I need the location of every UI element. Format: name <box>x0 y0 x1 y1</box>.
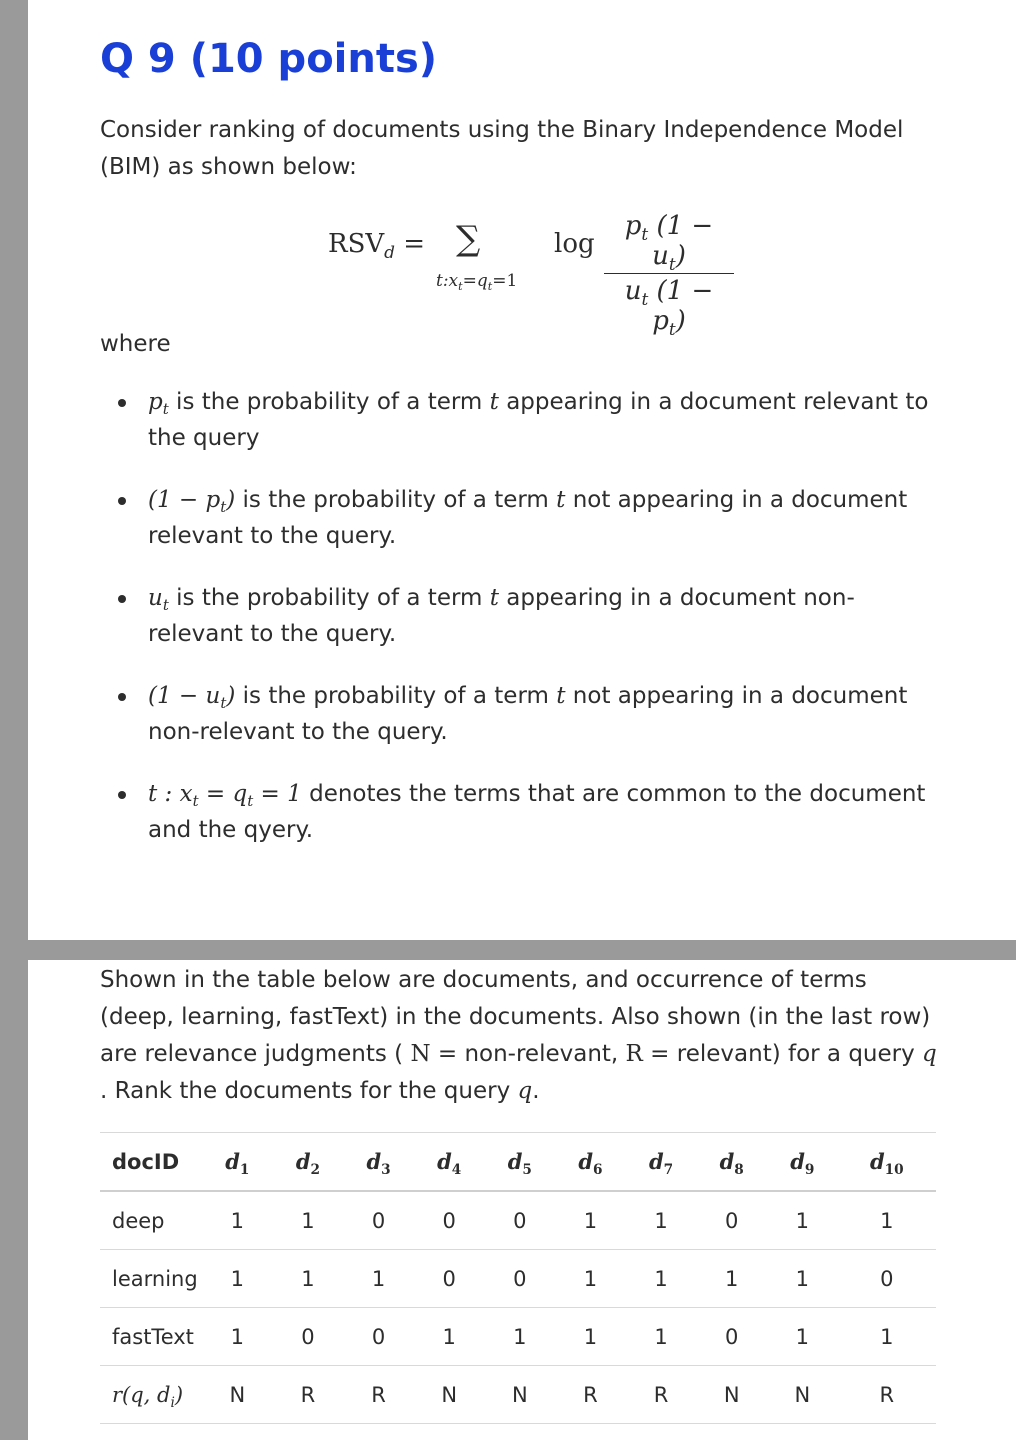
table-cell: R <box>343 1366 414 1424</box>
table-cell: 0 <box>485 1191 556 1250</box>
where-label: where <box>100 331 171 357</box>
table-header-row <box>100 1133 936 1192</box>
table-cell: 1 <box>626 1250 697 1308</box>
formula-lhs: $RSV_d$ = <box>328 229 426 262</box>
column-header: $d_6$ <box>555 1133 626 1192</box>
bullet-icon <box>118 595 126 603</box>
column-header: $d_{10}$ <box>838 1133 936 1192</box>
table-row <box>100 1250 936 1308</box>
table-cell: 1 <box>273 1250 344 1308</box>
list-item: $p_t$ is the probability of a term t appearing in a document relevant to the query <box>100 384 940 456</box>
table-cell: 0 <box>343 1191 414 1250</box>
table-cell: 0 <box>838 1250 936 1308</box>
table-cell: 1 <box>202 1308 273 1366</box>
table-cell: 1 <box>555 1191 626 1250</box>
table-cell: 1 <box>343 1250 414 1308</box>
table-row <box>100 1366 936 1424</box>
table-cell: 1 <box>626 1191 697 1250</box>
table-cell: 0 <box>696 1191 767 1250</box>
table-cell: N <box>414 1366 485 1424</box>
rsv-formula <box>328 205 748 339</box>
table-cell: 1 <box>626 1308 697 1366</box>
table-cell: 1 <box>767 1250 838 1308</box>
log-operator: log <box>554 229 595 259</box>
column-header: $d_9$ <box>767 1133 838 1192</box>
bullet-icon <box>118 497 126 505</box>
column-header: $d_5$ <box>485 1133 556 1192</box>
table-cell: N <box>696 1366 767 1424</box>
table-cell: 0 <box>696 1308 767 1366</box>
table-cell: R <box>838 1366 936 1424</box>
fraction <box>604 211 734 339</box>
column-header: $d_7$ <box>626 1133 697 1192</box>
table-cell: 1 <box>767 1191 838 1250</box>
table-cell: 1 <box>485 1308 556 1366</box>
table-intro-paragraph: Shown in the table below are documents, and occurrence of terms (deep, learning, fastText) in the documents. Also shown (in the last row) are relevance judgments ( N = non-relevant, R = relevant) for a query q . Rank the documents for the query q. <box>100 967 937 1104</box>
column-header: $d_1$ <box>202 1133 273 1192</box>
table-cell: 0 <box>414 1250 485 1308</box>
column-header: $d_2$ <box>273 1133 344 1192</box>
table-cell: 0 <box>414 1191 485 1250</box>
fraction-numerator: $p_t$ $(1 - u_t)$ <box>624 211 714 274</box>
table-cell: R <box>555 1366 626 1424</box>
row-label: deep <box>100 1191 202 1250</box>
table-cell: 1 <box>696 1250 767 1308</box>
column-header: $d_8$ <box>696 1133 767 1192</box>
table-cell: 1 <box>414 1308 485 1366</box>
question-title: Q 9 (10 points) <box>100 36 438 82</box>
bullet-icon <box>118 791 126 799</box>
table-card <box>28 960 1016 1440</box>
intro-paragraph: Consider ranking of documents using the Binary Independence Model (BIM) as shown below: <box>100 117 904 180</box>
table-cell: 0 <box>273 1308 344 1366</box>
row-label: fastText <box>100 1308 202 1366</box>
table-cell: N <box>767 1366 838 1424</box>
table-cell: 1 <box>202 1191 273 1250</box>
table-cell: 1 <box>838 1191 936 1250</box>
list-item: $(1 - p_t)$ is the probability of a term t not appearing in a document relevant to the query. <box>100 482 940 554</box>
column-header: $d_3$ <box>343 1133 414 1192</box>
table-cell: 0 <box>343 1308 414 1366</box>
definitions-list <box>100 384 940 874</box>
table-cell: 1 <box>555 1250 626 1308</box>
table-cell: 1 <box>273 1191 344 1250</box>
table-cell: 1 <box>838 1308 936 1366</box>
row-label: r(q, $d_i$) <box>100 1366 202 1424</box>
bullet-icon <box>118 399 126 407</box>
bullet-icon <box>118 693 126 701</box>
sum-symbol: ∑ <box>456 219 481 259</box>
table-cell: 1 <box>202 1250 273 1308</box>
list-item: $u_t$ is the probability of a term t appearing in a document non-relevant to the query. <box>100 580 940 652</box>
sum-limits: $t:x_t=q_t=1$ <box>436 271 518 293</box>
table-row <box>100 1191 936 1250</box>
list-item: t : $x_t = q_t = 1$ denotes the terms that are common to the document and the qyery. <box>100 776 940 848</box>
fraction-denominator: $u_t$ $(1 - p_t)$ <box>624 276 714 339</box>
table-cell: N <box>202 1366 273 1424</box>
list-item: $(1 - u_t)$ is the probability of a term t not appearing in a document non-relevant to the query. <box>100 678 940 750</box>
table-cell: 0 <box>485 1250 556 1308</box>
column-header: docID <box>100 1133 202 1192</box>
table-row <box>100 1308 936 1366</box>
table-cell: R <box>626 1366 697 1424</box>
table-cell: N <box>485 1366 556 1424</box>
table-cell: R <box>273 1366 344 1424</box>
row-label: learning <box>100 1250 202 1308</box>
column-header: $d_4$ <box>414 1133 485 1192</box>
table-cell: 1 <box>767 1308 838 1366</box>
document-term-table <box>100 1132 936 1424</box>
table-cell: 1 <box>555 1308 626 1366</box>
question-card <box>28 0 1016 940</box>
